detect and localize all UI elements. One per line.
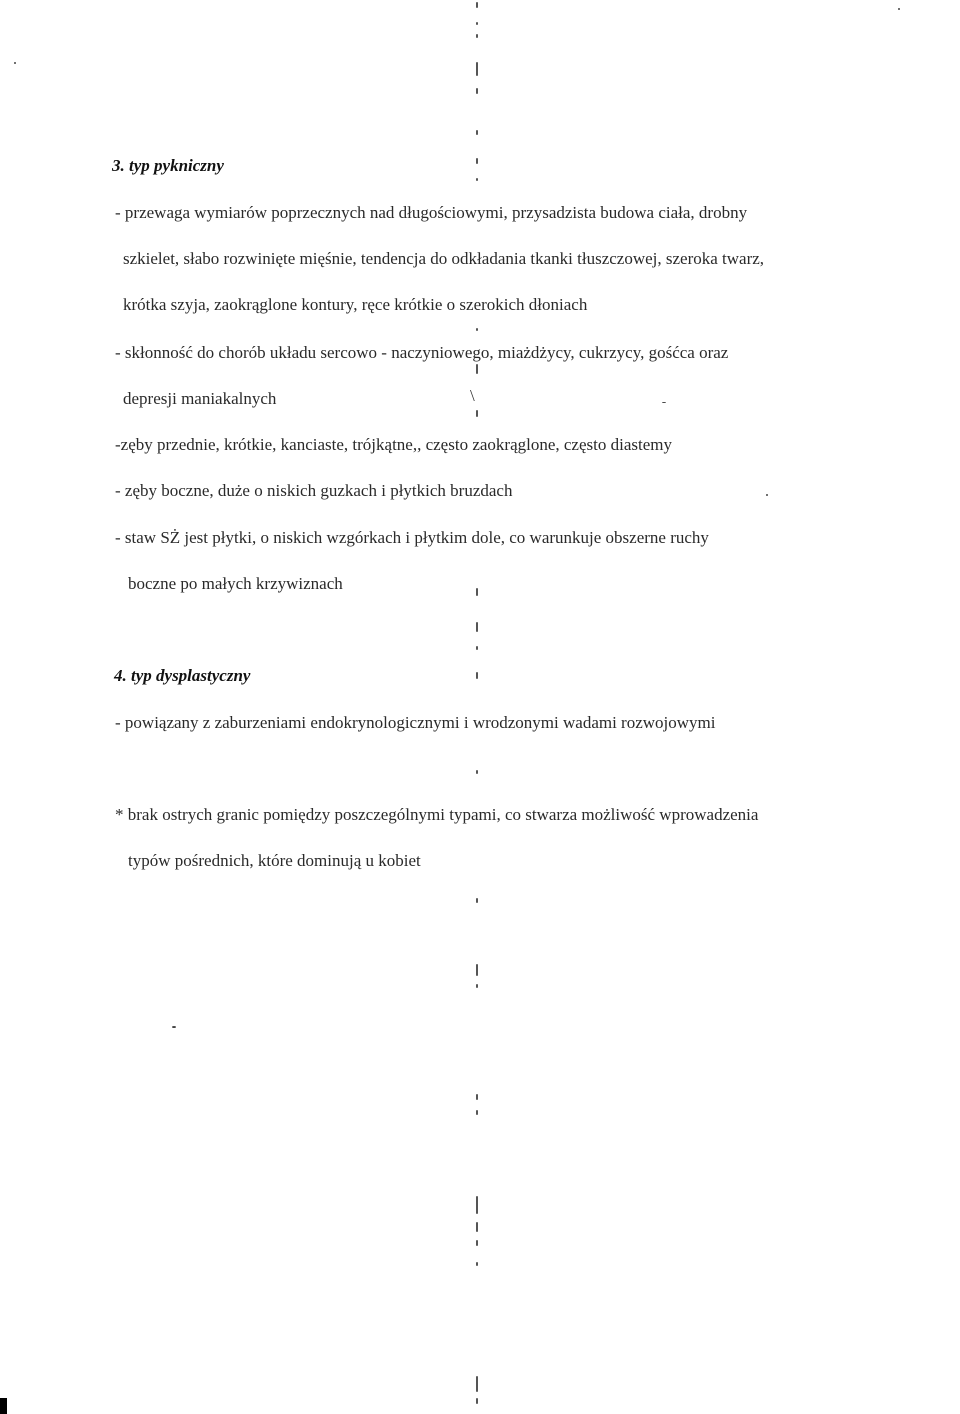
section-title: typ dysplastyczny xyxy=(131,666,251,685)
section-heading xyxy=(114,666,250,686)
body-line: boczne po małych krzywiznach xyxy=(128,574,343,593)
body-line: krótka szyja, zaokrąglone kontury, ręce krótkie o szerokich dłoniach xyxy=(123,295,588,314)
body-line: - staw SŻ jest płytki, o niskich wzgórkach i płytkim dole, co warunkuje obszerne ruchy xyxy=(115,528,709,547)
section-heading xyxy=(112,156,224,176)
section-number: 3. xyxy=(112,156,125,175)
body-line: - zęby boczne, duże o niskich guzkach i płytkich bruzdach xyxy=(115,481,513,500)
body-line: - skłonność do chorób układu sercowo - naczyniowego, miażdżycy, cukrzycy, gośćca oraz xyxy=(115,343,729,362)
scan-speck xyxy=(172,1026,176,1028)
scan-corner-mark xyxy=(0,1398,7,1414)
note-line: typów pośrednich, które dominują u kobiet xyxy=(128,851,421,870)
scan-speck xyxy=(662,402,666,403)
body-line: - powiązany z zaburzeniami endokrynologicznymi i wrodzonymi wadami rozwojowymi xyxy=(115,713,716,732)
body-line: -zęby przednie, krótkie, kanciaste, trójkątne,, często zaokrąglone, często diastemy xyxy=(115,435,672,454)
body-line: szkielet, słabo rozwinięte mięśnie, tendencja do odkładania tkanki tłuszczowej, szeroka twarz, xyxy=(123,249,765,268)
body-line: - przewaga wymiarów poprzecznych nad długościowymi, przysadzista budowa ciała, drobny xyxy=(115,203,748,222)
body-line: depresji maniakalnych xyxy=(123,389,277,408)
section-title: typ pykniczny xyxy=(129,156,224,175)
section-number: 4. xyxy=(114,666,127,685)
scan-speck xyxy=(766,494,768,496)
scan-speck xyxy=(898,8,900,10)
scan-backslash-mark: \ xyxy=(470,386,475,405)
note-line: * brak ostrych granic pomiędzy poszczególnymi typami, co stwarza możliwość wprowadzenia xyxy=(115,805,759,824)
scan-speck xyxy=(14,62,16,64)
